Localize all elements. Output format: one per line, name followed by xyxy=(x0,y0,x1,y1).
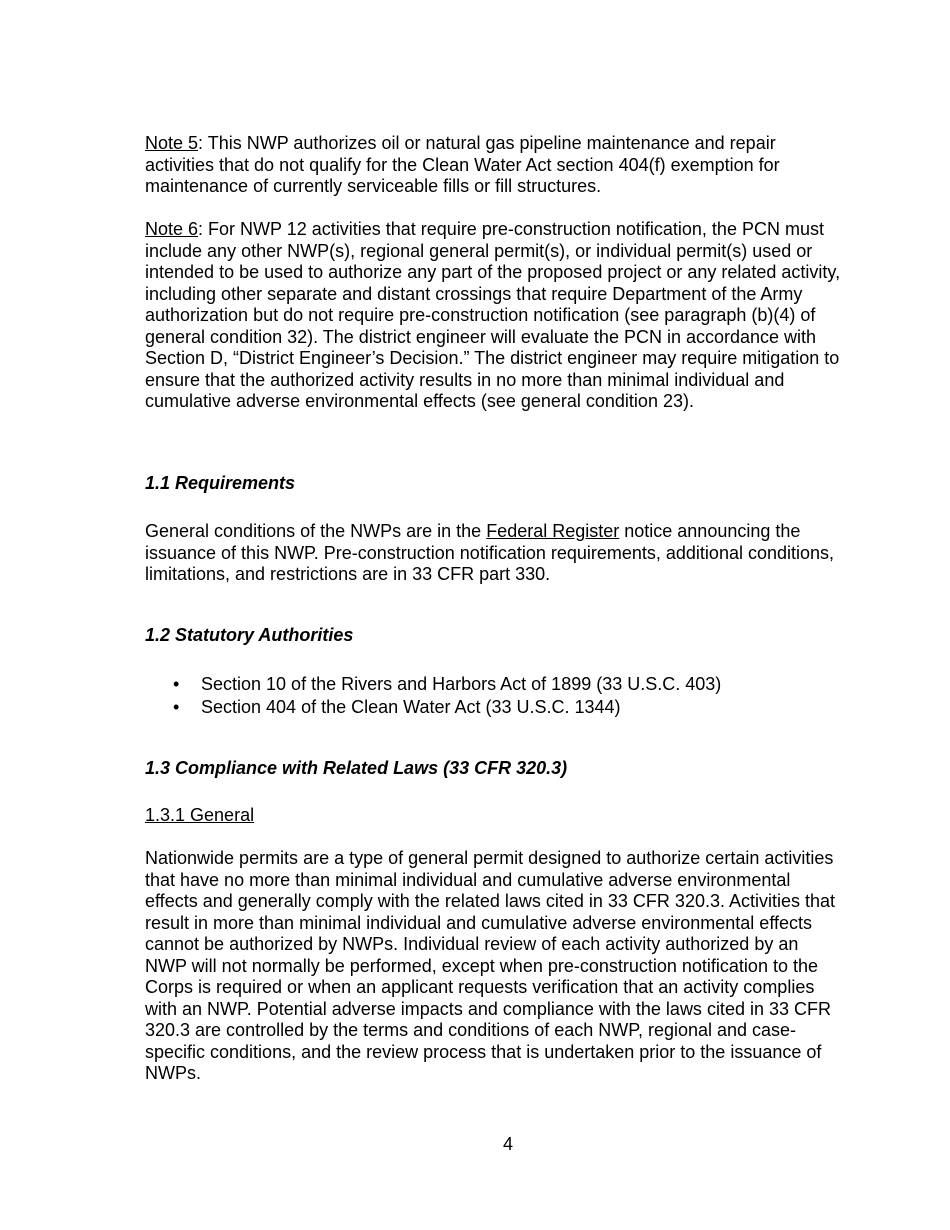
note-6-label: Note 6 xyxy=(145,219,199,239)
list-item xyxy=(145,674,845,696)
section-1-3-heading: 1.3 Compliance with Related Laws (33 CFR 320.3) xyxy=(145,758,568,778)
section-1-3-1-subheading: 1.3.1 General xyxy=(145,805,255,825)
section-1-1-heading: 1.1 Requirements xyxy=(145,473,296,493)
note-6-paragraph xyxy=(145,219,845,413)
section-1-1-paragraph xyxy=(145,521,845,586)
note-5-label: Note 5 xyxy=(145,133,199,153)
list-item-text: Section 10 of the Rivers and Harbors Act of 1899 (33 U.S.C. 403) xyxy=(201,674,722,694)
section-1-3-1-paragraph: Nationwide permits are a type of general permit designed to authorize certain activities that have no more than minimal individual and cumulative adverse environmental effects and generally comply with the related laws cited in 33 CFR 320.3. Activities that result in more than minimal individual and cumulative adverse environmental effects cannot be authorized by NWPs. Individual review of each activity authorized by an NWP will not normally be performed, except when pre-construction notification to the Corps is required or when an applicant requests verification that an activity complies with an NWP. Potential adverse impacts and compliance with the laws cited in 33 CFR 320.3 are controlled by the terms and conditions of each NWP, regional and case-specific conditions, and the review process that is undertaken prior to the issuance of NWPs. xyxy=(145,848,836,1083)
note-6-text: : For NWP 12 activities that require pre-construction notification, the PCN must include any other NWP(s), regional general permit(s), or individual permit(s) used or intended to be used to authorize any part of the proposed project or any related activity, including other separate and distant crossings that require Department of the Army authorization but do not require pre-construction notification (see paragraph (b)(4) of general condition 32). The district engineer will evaluate the PCN in accordance with Section D, “District Engineer’s Decision.” The district engineer may require mitigation to ensure that the authorized activity results in no more than minimal individual and cumulative adverse environmental effects (see general condition 23). xyxy=(145,219,841,411)
note-5-text: : This NWP authorizes oil or natural gas pipeline maintenance and repair activities that do not qualify for the Clean Water Act section 404(f) exemption for maintenance of currently serviceable fills or fill structures. xyxy=(145,133,780,196)
list-item-text: Section 404 of the Clean Water Act (33 U.S.C. 1344) xyxy=(201,696,621,717)
section-1-1-text-before: General conditions of the NWPs are in the xyxy=(145,521,487,541)
note-5-paragraph xyxy=(145,133,845,198)
bullet-icon: • xyxy=(173,696,180,717)
section-1-1-text-after: notice announcing the issuance of this NWP. Pre-construction notification requirements, additional conditions, limitations, and restrictions are in 33 CFR part 330. xyxy=(145,521,835,584)
list-item xyxy=(145,697,845,719)
federal-register-reference: Federal Register xyxy=(486,521,620,541)
bullet-icon: • xyxy=(173,674,180,694)
section-1-2-heading: 1.2 Statutory Authorities xyxy=(145,625,354,645)
statutory-authorities-list xyxy=(145,674,845,719)
page-number: 4 xyxy=(502,1134,513,1154)
